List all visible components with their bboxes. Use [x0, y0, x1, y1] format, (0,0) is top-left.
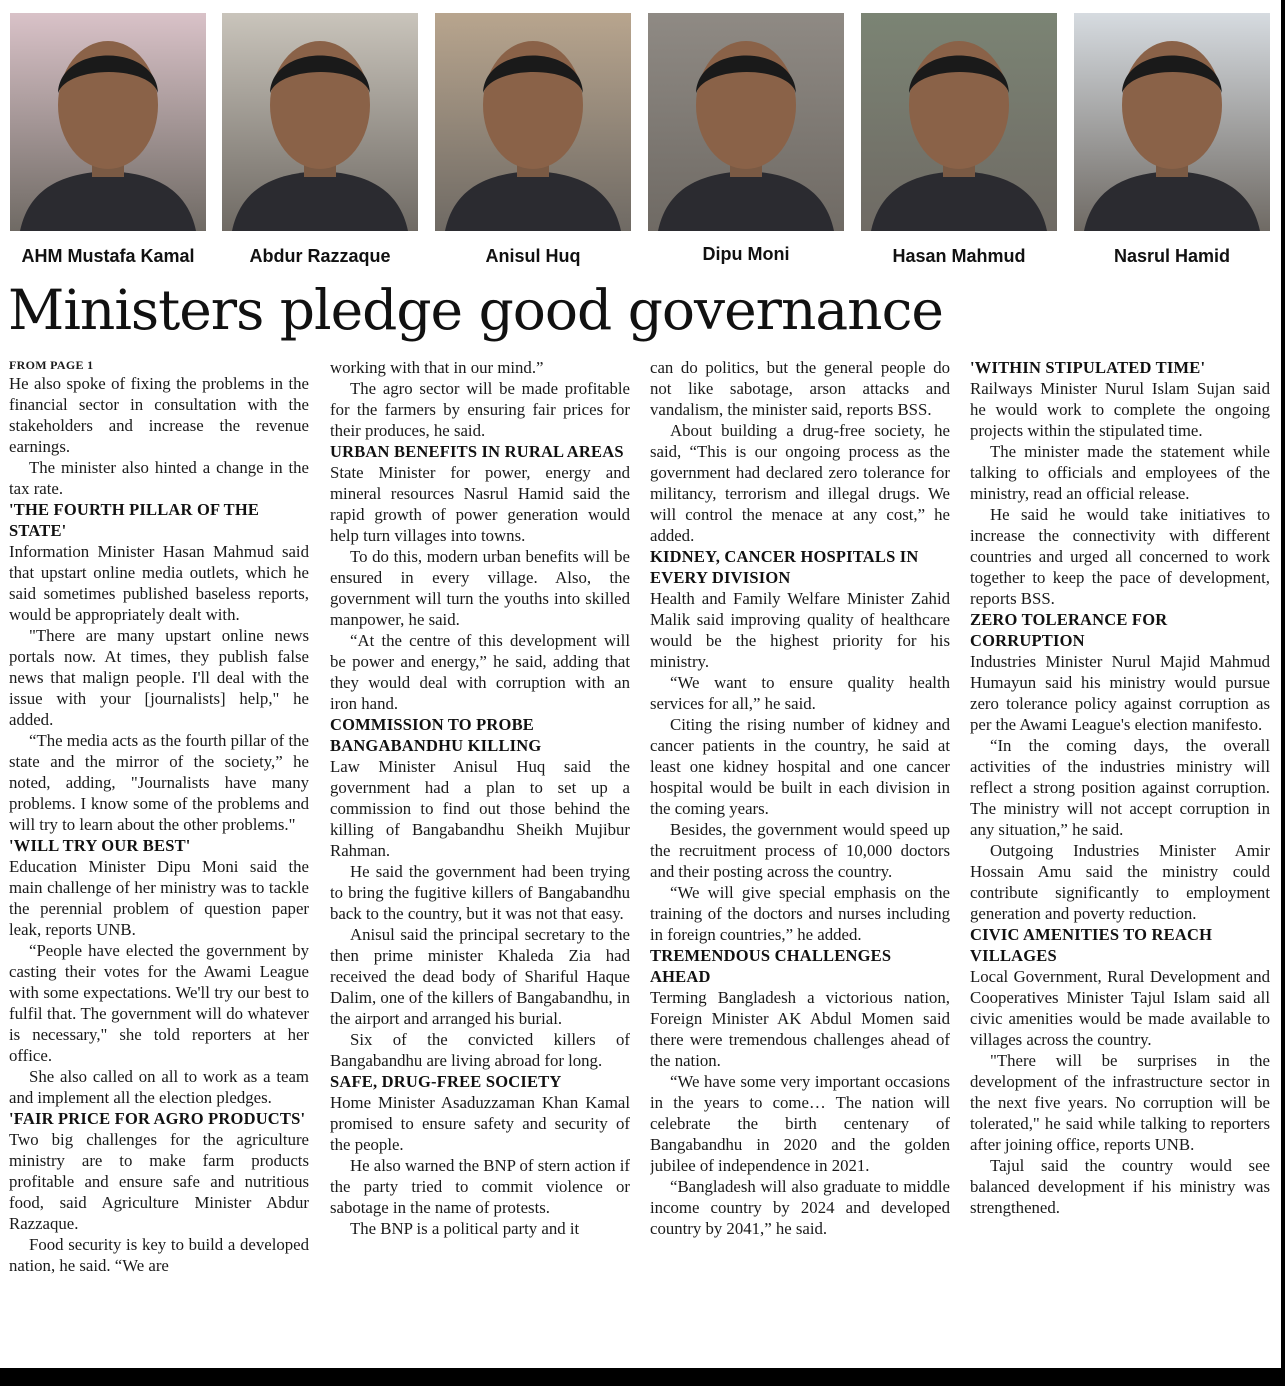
person-nasrul-hamid: [1074, 13, 1270, 266]
photo-caption: Anisul Huq: [485, 246, 581, 266]
section-subhead: KIDNEY, CANCER HOSPITALS IN EVERY DIVISION: [650, 547, 919, 587]
paragraph: “In the coming days, the overall activities of the industries ministry will reflect a strong position against corruption. The ministry will not accept corruption in any situation,” he said.: [970, 736, 1270, 839]
paragraph: Six of the convicted killers of Bangabandhu are living abroad for long.: [330, 1030, 630, 1070]
column-body: [650, 357, 950, 1239]
photo-caption: Abdur Razzaque: [249, 246, 391, 266]
portrait-photo: [648, 13, 844, 231]
photo-strip: [0, 0, 1281, 275]
paragraph: “We have some very important occasions in the years to come… The nation will celebrate the birth centenary of Bangabandhu in 2020 and the golden jubilee of independence in 2021.: [650, 1072, 950, 1175]
paragraph: He said the government had been trying to bring the fugitive killers of Bangabandhu back to the country, but it was not that easy.: [330, 862, 630, 923]
section-subhead: 'THE FOURTH PILLAR OF THE STATE': [9, 500, 260, 540]
paragraph: “Bangladesh will also graduate to middle income country by 2024 and developed country by 2041,” he said.: [650, 1177, 950, 1238]
photo-caption: Dipu Moni: [702, 244, 790, 264]
paragraph: Home Minister Asaduzzaman Khan Kamal promised to ensure safety and security of the people.: [330, 1093, 630, 1154]
paragraph: He also warned the BNP of stern action if the party tried to commit violence or sabotage in the name of protests.: [330, 1156, 630, 1217]
portrait-photo: [861, 13, 1057, 231]
section-subhead: 'WILL TRY OUR BEST': [9, 836, 191, 855]
paragraph: "There will be surprises in the development of the infrastructure sector in the next five years. No corruption will be tolerated," he said while talking to reporters after joining office, reports UNB.: [970, 1051, 1270, 1154]
section-subhead: URBAN BENEFITS IN RURAL AREAS: [330, 442, 624, 461]
paragraph: Law Minister Anisul Huq said the government had a plan to set up a commission to find out those behind the killing of Bangabandhu Sheikh Mujibur Rahman.: [330, 757, 630, 860]
person-anisul-huq: [435, 13, 631, 266]
section-subhead: ZERO TOLERANCE FOR CORRUPTION: [970, 610, 1168, 650]
photo-caption: AHM Mustafa Kamal: [21, 246, 195, 266]
portrait-photo: [222, 13, 418, 231]
paragraph: Railways Minister Nurul Islam Sujan said he would work to complete the ongoing projects within the stipulated time.: [970, 379, 1270, 440]
portrait-silhouette-icon: [10, 13, 206, 231]
portrait-photo: [435, 13, 631, 231]
paragraph: State Minister for power, energy and mineral resources Nasrul Hamid said the rapid growth of power generation would help turn villages into towns.: [330, 463, 630, 545]
section-subhead: 'FAIR PRICE FOR AGRO PRODUCTS': [9, 1109, 306, 1128]
paragraph: He said he would take initiatives to increase the connectivity with different countries and urged all concerned to work together to keep the pace of development, reports BSS.: [970, 505, 1270, 608]
paragraph: “The media acts as the fourth pillar of the state and the mirror of the society,” he noted, adding, "Journalists have many problems. I know some of the problems and will try to learn about the other problems.": [9, 731, 309, 834]
article-column-3: [650, 357, 950, 1367]
paragraph: "There are many upstart online news portals now. At times, they publish false news that malign people. I'll deal with the issue with your [journalists] help," he added.: [9, 626, 309, 729]
headline: Ministers pledge good governance: [8, 278, 943, 342]
paragraph: working with that in our mind.”: [330, 358, 544, 377]
paragraph: “We will give special emphasis on the training of the doctors and nurses including in foreign countries,” he added.: [650, 883, 950, 944]
section-subhead: COMMISSION TO PROBE BANGABANDHU KILLING: [330, 715, 542, 755]
person-dipu-moni: [648, 13, 844, 264]
column-body: [330, 357, 630, 1239]
photo-caption: Nasrul Hamid: [1113, 246, 1231, 266]
paragraph: Tajul said the country would see balanced development if his ministry was strengthened.: [970, 1156, 1270, 1217]
column-body: [970, 357, 1270, 1218]
paragraph: Information Minister Hasan Mahmud said that upstart online media outlets, which he said sometimes published baseless reports, would be appropriately dealt with.: [9, 542, 309, 624]
paragraph: “At the centre of this development will be power and energy,” he said, adding that they would deal with corruption with an iron hand.: [330, 631, 630, 713]
photo-caption: Hasan Mahmud: [892, 246, 1026, 266]
section-subhead: TREMENDOUS CHALLENGES AHEAD: [650, 946, 892, 986]
article-column-4: [970, 357, 1270, 1367]
portrait-photo: [1074, 13, 1270, 231]
portrait-silhouette-icon: [861, 13, 1057, 231]
person-mustafa-kamal: [10, 13, 206, 266]
article-column-2: [330, 357, 630, 1367]
paragraph: Industries Minister Nurul Majid Mahmud Humayun said his ministry would pursue zero tolerance policy against corruption as per the Awami League's election manifesto.: [970, 652, 1270, 734]
paragraph: Food security is key to build a developed nation, he said. “We are: [9, 1235, 309, 1275]
paragraph: He also spoke of fixing the problems in the financial sector in consultation with the stakeholders and increase the revenue earnings.: [9, 374, 309, 456]
paragraph: Local Government, Rural Development and Cooperatives Minister Tajul Islam said all civic amenities would be made available to villages across the country.: [970, 967, 1270, 1049]
paragraph: can do politics, but the general people do not like sabotage, arson attacks and vandalism, the minister said, reports BSS.: [650, 358, 950, 419]
from-page-label: FROM PAGE 1: [9, 358, 94, 372]
paragraph: The minister made the statement while talking to officials and employees of the ministry, read an official release.: [970, 442, 1270, 503]
paragraph: The agro sector will be made profitable for the farmers by ensuring fair prices for their produces, he said.: [330, 379, 630, 440]
section-subhead: SAFE, DRUG-FREE SOCIETY: [330, 1072, 562, 1091]
column-body: [9, 373, 309, 1276]
paragraph: “People have elected the government by casting their votes for the Awami League with some expectations. We'll try our best to fulfil that. The government will do whatever is necessary," she told reporters at her office.: [9, 941, 309, 1065]
paragraph: Outgoing Industries Minister Amir Hossain Amu said the ministry could contribute significantly to employment generation and poverty reduction.: [970, 841, 1270, 923]
section-subhead: CIVIC AMENITIES TO REACH VILLAGES: [970, 925, 1213, 965]
paragraph: To do this, modern urban benefits will be ensured in every village. Also, the government will turn the youths into skilled manpower, he said.: [330, 547, 630, 629]
portrait-silhouette-icon: [1074, 13, 1270, 231]
paragraph: “We want to ensure quality health services for all,” he said.: [650, 673, 950, 713]
paragraph: Health and Family Welfare Minister Zahid Malik said improving quality of healthcare would be the highest priority for his ministry.: [650, 589, 950, 671]
portrait-silhouette-icon: [435, 13, 631, 231]
article-column-1: [9, 357, 309, 1367]
portrait-silhouette-icon: [648, 13, 844, 231]
paragraph: Citing the rising number of kidney and cancer patients in the country, he said at least one kidney hospital and one cancer hospital would be built in each division in the coming years.: [650, 715, 950, 818]
portrait-silhouette-icon: [222, 13, 418, 231]
person-abdur-razzaque: [222, 13, 418, 266]
person-hasan-mahmud: [861, 13, 1057, 266]
paragraph: Two big challenges for the agriculture ministry are to make farm products profitable and ensure safe and nutritious food, said Agriculture Minister Abdur Razzaque.: [9, 1130, 309, 1233]
paragraph: Besides, the government would speed up the recruitment process of 10,000 doctors and their posting across the country.: [650, 820, 950, 881]
paragraph: Education Minister Dipu Moni said the main challenge of her ministry was to tackle the perennial problem of question paper leak, reports UNB.: [9, 857, 309, 939]
section-subhead: 'WITHIN STIPULATED TIME': [970, 358, 1206, 377]
paragraph: The BNP is a political party and it: [350, 1219, 580, 1238]
paragraph: Anisul said the principal secretary to the then prime minister Khaleda Zia had received the dead body of Shariful Haque Dalim, one of the killers of Bangabandhu, in the airport and arranged his burial.: [330, 925, 630, 1028]
paragraph: She also called on all to work as a team and implement all the election pledges.: [9, 1067, 309, 1107]
paragraph: About building a drug-free society, he said, “This is our ongoing process as the government had declared zero tolerance for militancy, terrorism and illegal drugs. We will control the menace at any cost,” he added.: [650, 421, 950, 545]
portrait-photo: [10, 13, 206, 231]
paragraph: The minister also hinted a change in the tax rate.: [9, 458, 309, 498]
paragraph: Terming Bangladesh a victorious nation, Foreign Minister AK Abdul Momen said there were tremendous challenges ahead of the nation.: [650, 988, 950, 1070]
